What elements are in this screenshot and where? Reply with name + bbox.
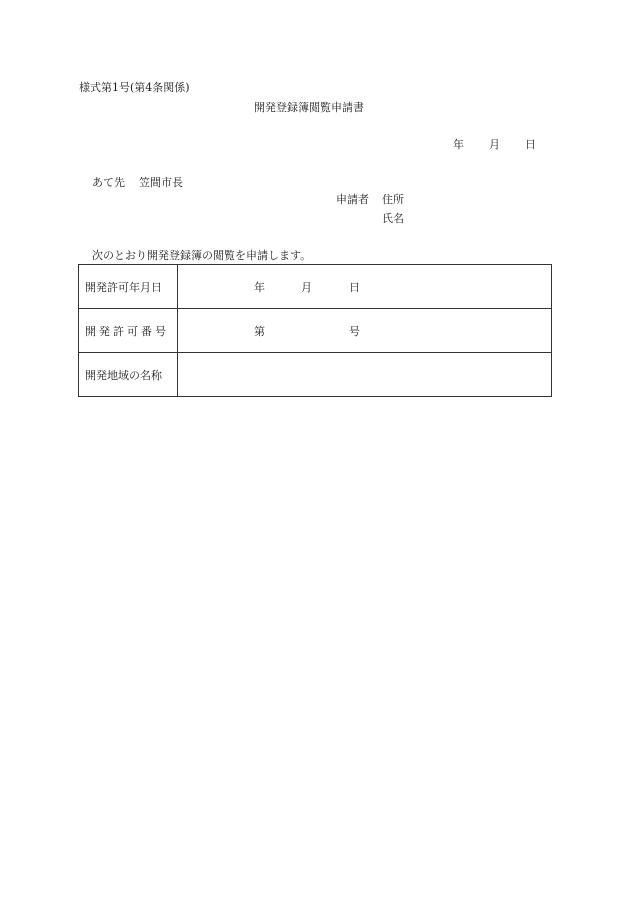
permit-date-field[interactable] (178, 265, 552, 309)
permit-number-prefix: 第 (254, 324, 265, 338)
request-table (78, 264, 552, 397)
request-statement: 次のとおり開発登録簿の閲覧を申請します。 (92, 249, 312, 262)
table-row-permit-date (79, 265, 552, 309)
applicant-label: 申請者 (336, 193, 369, 206)
date-month-label: 月 (489, 138, 500, 151)
permit-number-field[interactable] (178, 309, 552, 353)
area-name-label: 開発地域の名称 (79, 353, 178, 397)
addressee-name: 笠間市長 (139, 176, 183, 189)
table-row-permit-number (79, 309, 552, 353)
area-name-field[interactable] (178, 353, 552, 397)
addressee (92, 176, 183, 189)
permit-date-label: 開発許可年月日 (79, 265, 178, 309)
addressee-prefix: あて先 (92, 176, 125, 189)
permit-number-suffix: 号 (349, 324, 360, 338)
applicant-name-label: 氏名 (382, 212, 404, 225)
form-number-label: 様式第1号(第4条関係) (79, 81, 190, 94)
permit-date-month: 月 (301, 280, 312, 294)
applicant-address-label: 住所 (382, 193, 404, 206)
permit-date-year: 年 (254, 280, 265, 294)
table-row-area-name (79, 353, 552, 397)
permit-number-label: 開発許可番号 (79, 309, 178, 353)
document-title: 開発登録簿閲覧申請書 (254, 101, 364, 114)
permit-date-day: 日 (349, 280, 360, 294)
date-line (453, 138, 536, 151)
date-year-label: 年 (453, 138, 464, 151)
date-day-label: 日 (525, 138, 536, 151)
